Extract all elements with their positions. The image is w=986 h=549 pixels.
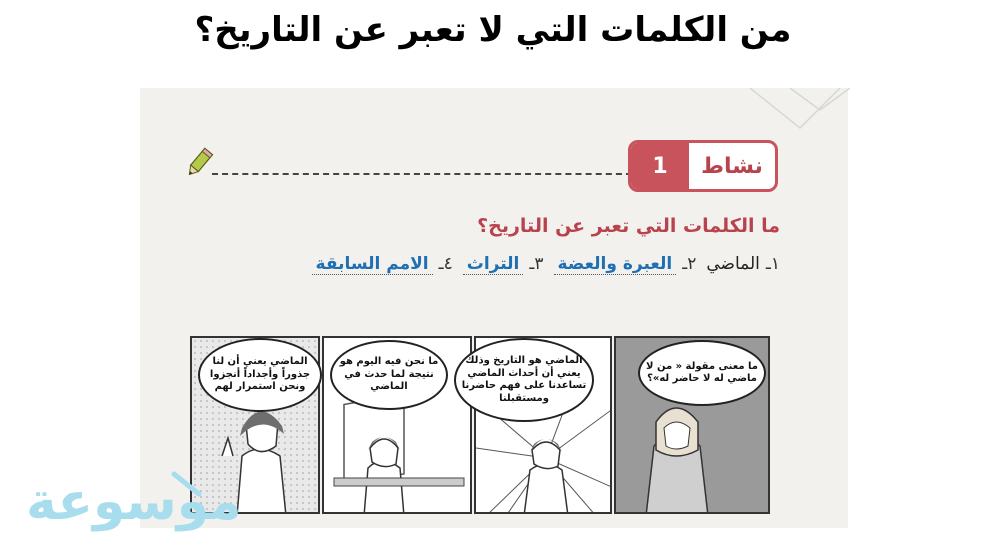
answer-number: ١ـ (765, 254, 780, 274)
answer-number: ٤ـ (438, 254, 453, 274)
answers-row (312, 254, 780, 275)
activity-badge (628, 140, 778, 192)
activity-label: نشاط (701, 153, 763, 179)
speech-bubble-1: الماضي يعني أن لنا جذوراً وأجداداً أنجزوا ونحن استمرار لهم (198, 338, 322, 412)
speech-bubble-4: ما معنى مقولة « من لا ماضي له لا حاضر له»؟ (638, 340, 766, 406)
answer-text: الماضي (706, 254, 760, 274)
page-title: من الكلمات التي لا تعبر عن التاريخ؟ (194, 10, 792, 50)
answer-text: التراث (463, 254, 524, 275)
watermark-text: موسوعة (26, 472, 242, 532)
answer-text: العبرة والعضة (554, 254, 677, 275)
answer-item-1 (706, 254, 780, 274)
speech-bubble-2: ما نحن فيه اليوم هو نتيجة لما حدث في الماضي (330, 340, 448, 410)
answer-item-2 (554, 254, 697, 275)
answer-number: ٣ـ (529, 254, 544, 274)
corner-decoration (690, 88, 850, 148)
answer-item-4 (312, 254, 453, 275)
pencil-icon (182, 146, 216, 180)
activity-number: 1 (631, 143, 689, 189)
answer-text: الامم السابقة (312, 254, 433, 275)
comic-strip (190, 336, 770, 514)
speech-bubble-3: الماضي هو التاريخ وذلك يعني أن أحداث الماضي تساعدنا على فهم حاضرنا ومستقبلنا (454, 338, 594, 422)
answer-item-3 (463, 254, 544, 275)
dashed-divider (212, 173, 632, 175)
answer-number: ٢ـ (682, 254, 697, 274)
question-heading: ما الكلمات التي تعبر عن التاريخ؟ (477, 215, 780, 237)
